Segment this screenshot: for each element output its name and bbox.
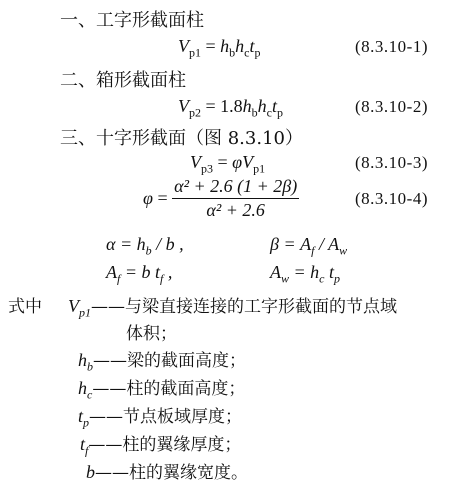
notation-description: ——节点板域厚度； <box>89 407 243 427</box>
phi-fraction <box>172 176 299 221</box>
heading-cross-section: 三、十字形截面（图 8.3.10） <box>60 128 303 149</box>
notation-item-hc <box>78 374 245 403</box>
notation-description: ——柱的翼缘厚度； <box>88 435 242 455</box>
heading-box-section-column: 二、箱形截面柱 <box>60 70 186 91</box>
definition-aw: $A_w = h_c$ $t_p$ <box>270 262 341 286</box>
phi-denominator: α² + 2.6 <box>206 200 265 220</box>
definition-af: $A_f = b$ $t_f$ , <box>106 262 173 286</box>
notation-item-tf <box>80 430 241 459</box>
equation-vp3: $V_{p3} = \varphi V_{p1}$ <box>190 152 266 176</box>
notation-description: ——与梁直接连接的工字形截面的节点域 <box>91 297 397 317</box>
notation-item-hb <box>78 346 246 375</box>
notation-symbol: $h_b$ <box>78 350 93 374</box>
equation-vp2: $V_{p2} = 1.8h_bh_ct_p$ <box>178 96 283 120</box>
definition-beta: $\beta = A_f / A_w$ <box>270 234 348 258</box>
equation-number-4: (8.3.10-4) <box>355 189 428 208</box>
notation-item-tp <box>78 402 242 431</box>
equation-number-2: (8.3.10-2) <box>355 97 428 116</box>
equation-number-3: (8.3.10-3) <box>355 153 428 172</box>
definition-alpha: $\alpha = h_b / b$ , <box>106 234 184 258</box>
notation-item-b <box>86 458 248 483</box>
notation-description: ——柱的截面高度； <box>92 379 246 399</box>
notation-item-vp1-cont: 体积； <box>126 324 177 344</box>
phi-numerator: α² + 2.6 (1 + 2β) <box>172 176 299 199</box>
notation-description: ——梁的截面高度； <box>93 351 246 371</box>
equation-number-1: (8.3.10-1) <box>355 37 428 56</box>
notation-symbol: $h_c$ <box>78 378 93 402</box>
notation-description: ——柱的翼缘宽度。 <box>95 463 248 483</box>
equation-phi: φ = $\frac{\text{α² + 2.6 (1 + 2β)}}{\text{α² + 2.6}}$ <box>143 176 298 220</box>
notation-symbol: $V_{p1}$ <box>68 296 91 320</box>
notation-symbol: b <box>86 462 95 482</box>
heading-i-section-column: 一、工字形截面柱 <box>60 10 204 31</box>
notation-symbol: $t_f$ <box>80 434 89 458</box>
notation-item-vp1 <box>68 292 397 321</box>
notation-intro: 式中 <box>8 297 42 317</box>
notation-symbol: $t_p$ <box>78 406 90 430</box>
equation-vp1: $V_{p1} = h_bh_ct_p$ <box>178 36 261 60</box>
